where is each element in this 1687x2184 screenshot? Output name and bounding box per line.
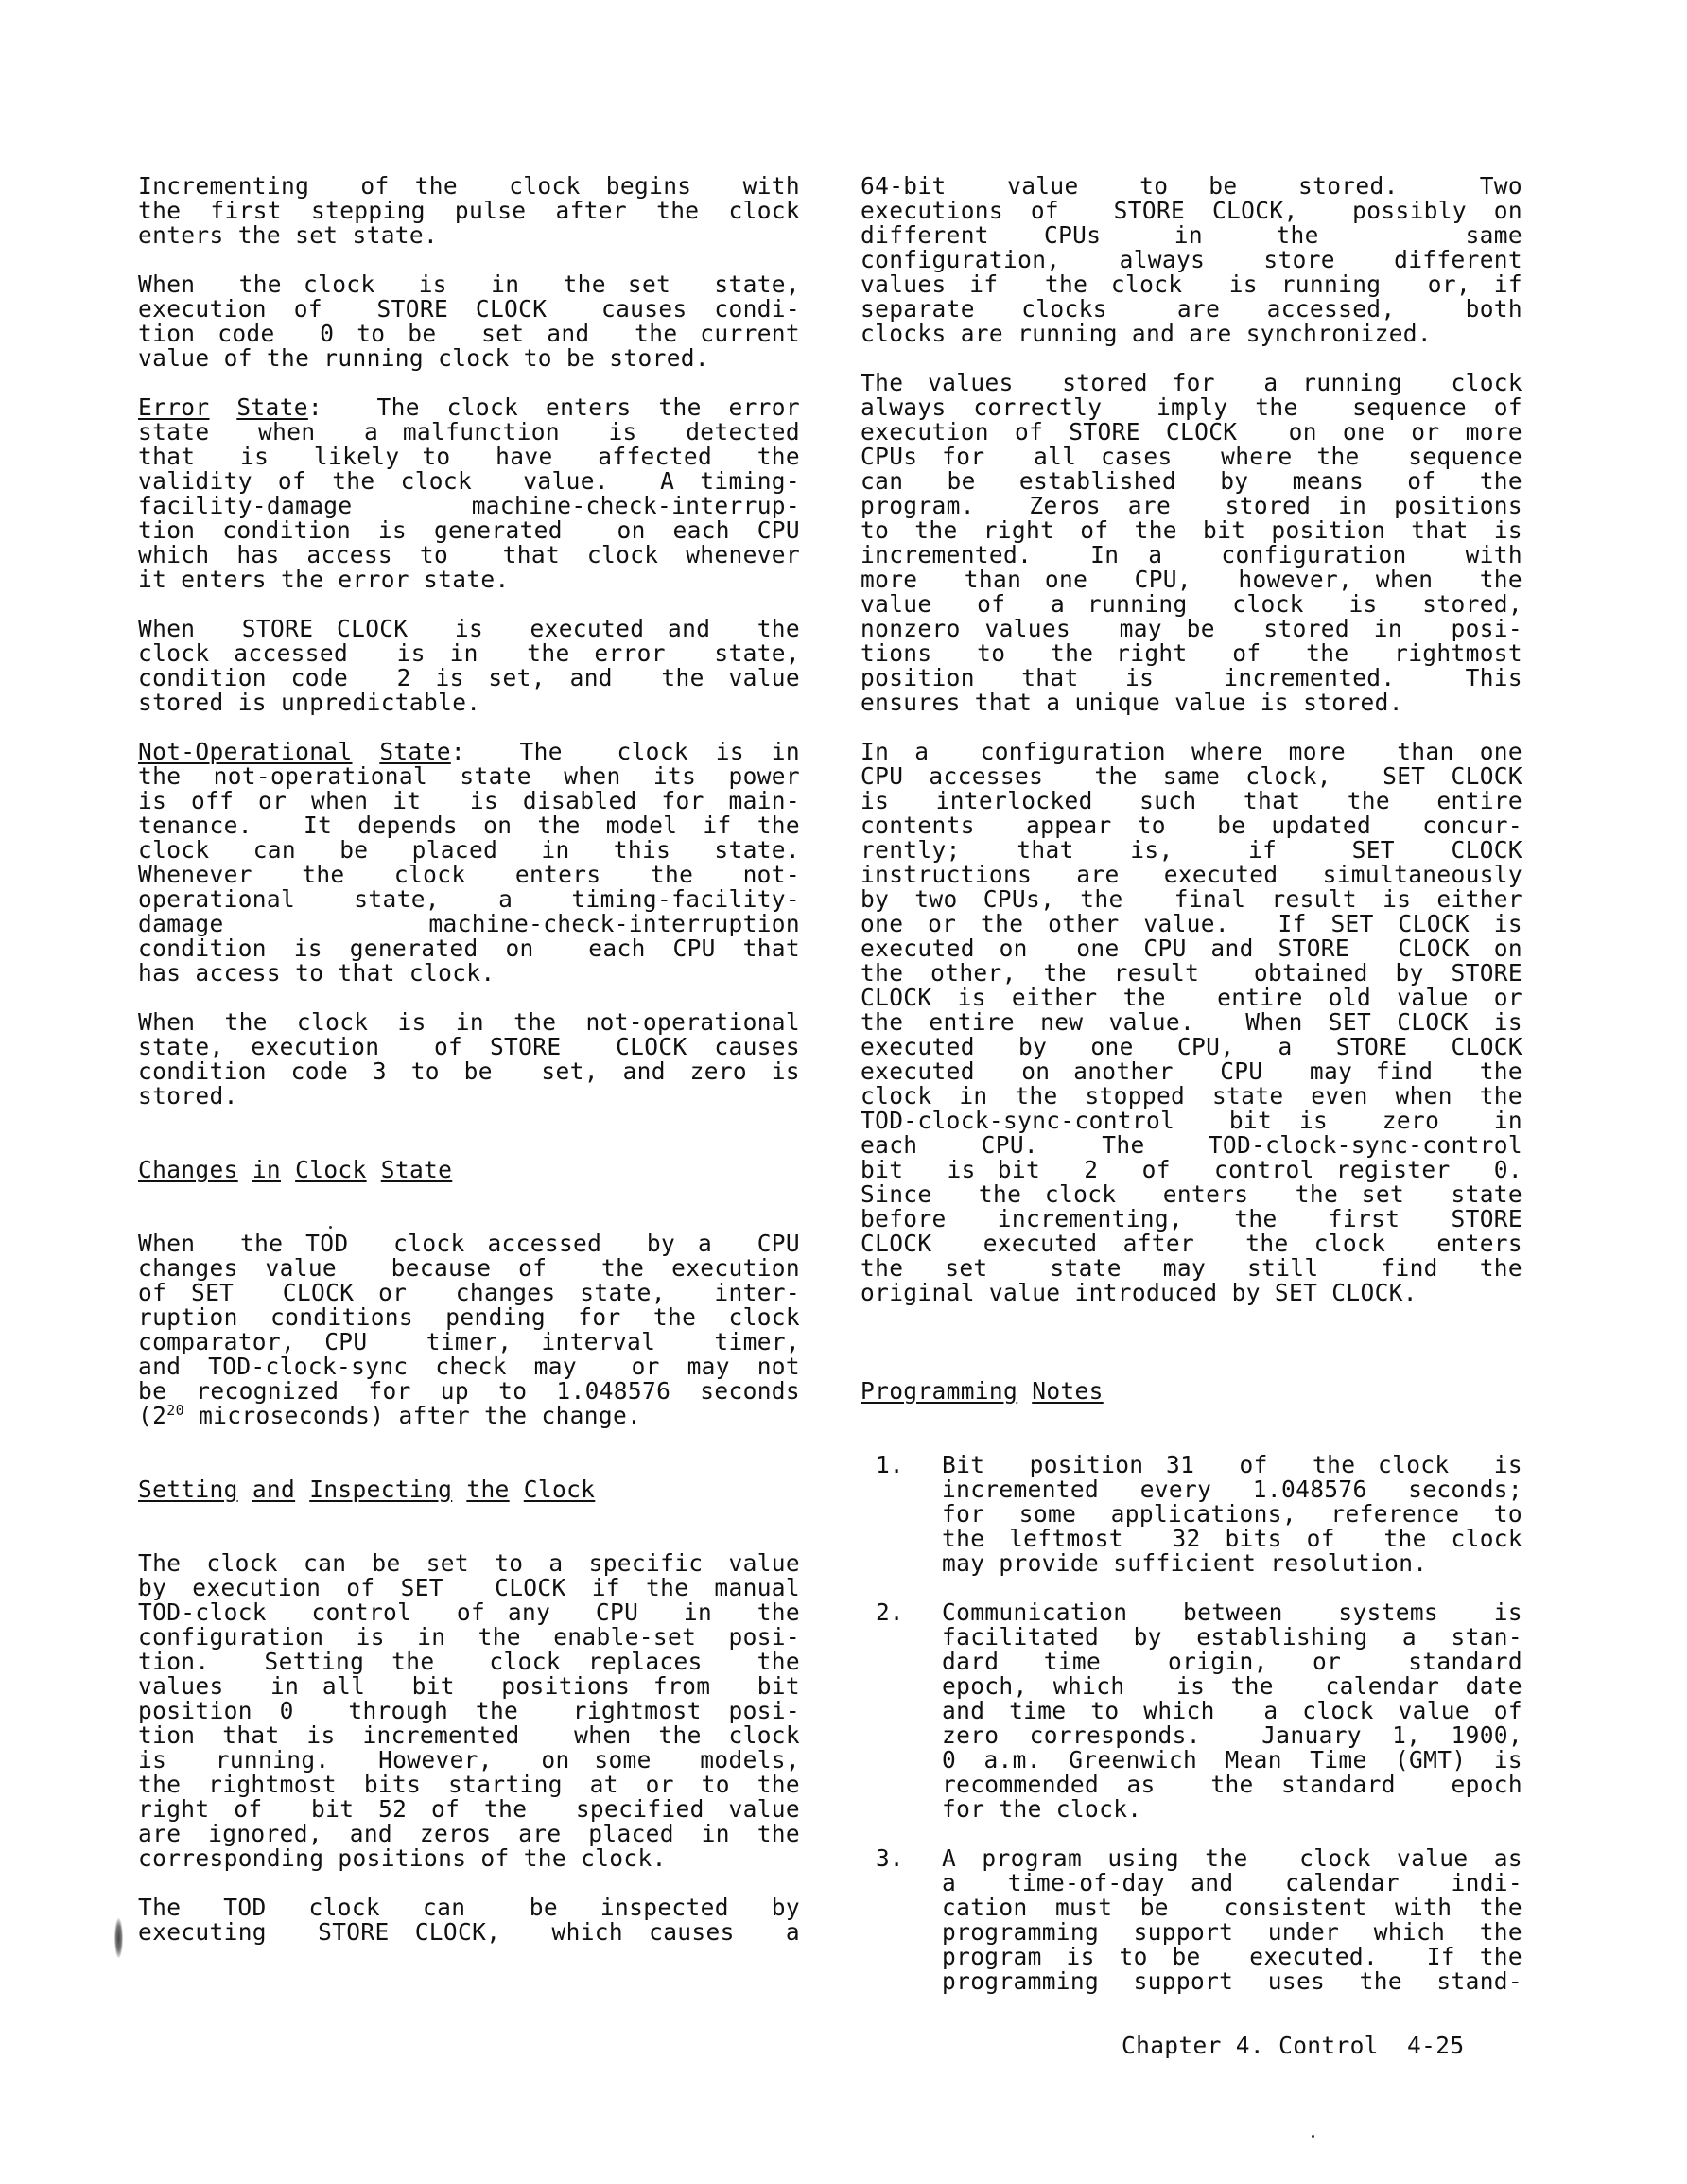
text-line: tenance. It depends on the model if the [138, 812, 800, 839]
text-line: has access to that clock. [138, 959, 496, 987]
scan-speck [329, 1226, 332, 1229]
text-line: Whenever the clock enters the not- [138, 861, 800, 888]
text-line: can be established by means of the [861, 467, 1522, 495]
text-line: original value introduced by SET CLOCK. [861, 1279, 1417, 1306]
paragraph-changes [138, 1232, 800, 1428]
heading-word: Setting [138, 1476, 238, 1503]
text-line: ensures that a unique value is stored. [861, 689, 1403, 716]
note-line: the leftmost 32 bits of the clock [942, 1525, 1522, 1552]
text-line: nonzero values may be stored in posi- [861, 615, 1522, 642]
text-line: that is likely to have affected the [138, 443, 800, 470]
note-line: for the clock. [942, 1795, 1142, 1823]
note-line: Communication between systems is [942, 1599, 1522, 1626]
text-line: values if the clock is running or, if [861, 271, 1522, 298]
text-line: In a configuration where more than one [861, 738, 1522, 765]
text-line: When the clock is in the set state, [138, 271, 800, 298]
note-line: programming support uses the stand- [942, 1967, 1522, 1995]
text-line: stored is unpredictable. [138, 689, 481, 716]
text-line: the rightmost bits starting at or to the [138, 1771, 800, 1798]
note-item [861, 1453, 1522, 1576]
term-not-operational: Not-Operational [138, 738, 353, 765]
text-line: right of bit 52 of the specified value [138, 1795, 800, 1823]
note-line: incremented every 1.048576 seconds; [942, 1476, 1522, 1503]
text-line: damage machine-check-interruption [138, 910, 800, 937]
text-line: by two CPUs, the final result is either [861, 885, 1522, 913]
paragraph-not-operational-cc3 [138, 1010, 800, 1109]
text-line: position 0 through the rightmost posi- [138, 1697, 800, 1724]
text-line: CPU accesses the same clock, SET CLOCK [861, 762, 1522, 790]
text-line: validity of the clock value. A timing- [138, 467, 800, 495]
exponent: 20 [166, 1401, 184, 1419]
text-line: executed on another CPU may find the [861, 1057, 1522, 1085]
scan-speck [1312, 2135, 1314, 2138]
text-line: executed by one CPU, a STORE CLOCK [861, 1033, 1522, 1060]
section-heading-setting-and-inspecting [138, 1477, 800, 1502]
text-line: instructions are executed simultaneously [861, 861, 1522, 888]
text-line: is running. However, on some models, [138, 1746, 800, 1773]
text-line: CPUs for all cases where the sequence [861, 443, 1522, 470]
not-operational-lead-line: Not-Operational State: The clock is in [138, 738, 800, 765]
heading-word: Changes [138, 1156, 238, 1183]
heading-word: Clock [295, 1156, 367, 1183]
text-line: is off or when it is disabled for main- [138, 787, 800, 814]
text-line: TOD-clock-sync-control bit is zero in [861, 1107, 1522, 1134]
text-line: state when a malfunction is detected [138, 418, 800, 446]
term-state: State [236, 393, 308, 421]
text-line: Incrementing of the clock begins with [138, 172, 800, 200]
note-line: zero corresponds. January 1, 1900, [942, 1721, 1522, 1749]
text-line: configuration is in the enable-set posi- [138, 1623, 800, 1651]
text-line: The values stored for a running clock [861, 369, 1522, 396]
text-line: tion that is incremented when the clock [138, 1721, 800, 1749]
text-line: Since the clock enters the set state [861, 1180, 1522, 1208]
paragraph-error-cc2 [138, 617, 800, 715]
text-line: tions to the right of the rightmost [861, 639, 1522, 667]
text-line: operational state, a timing-facility- [138, 885, 800, 913]
text-line: When the clock is in the not-operational [138, 1008, 800, 1036]
note-line: A program using the clock value as [942, 1844, 1522, 1872]
heading-word: State [380, 1156, 453, 1183]
text-line: bit is bit 2 of control register 0. [861, 1156, 1522, 1183]
text-line: program. Zeros are stored in positions [861, 492, 1522, 519]
paragraph-setting-clock [138, 1551, 800, 1871]
text-line: tion code 0 to be set and the current [138, 320, 800, 347]
note-line: 0 a.m. Greenwich Mean Time (GMT) is [942, 1746, 1522, 1773]
note-line: epoch, which is the calendar date [942, 1672, 1522, 1700]
text-line: tion condition is generated on each CPU [138, 516, 800, 544]
text-line: executions of STORE CLOCK, possibly on [861, 197, 1522, 224]
text-line: facility-damage machine-check-interrup- [138, 492, 800, 519]
text-line: of SET CLOCK or changes state, inter- [138, 1279, 800, 1306]
paragraph-error-state [138, 395, 800, 592]
text-line: value of the running clock to be stored. [138, 344, 710, 372]
scan-smudge [114, 1918, 123, 1958]
text-line: values in all bit positions from bit [138, 1672, 800, 1700]
text-line: stored. [138, 1082, 238, 1109]
error-state-lead-line: Error State: The clock enters the error [138, 393, 800, 421]
note-number: 1. [876, 1451, 904, 1478]
paragraph-not-operational-state [138, 740, 800, 986]
text-line: executing STORE CLOCK, which causes a [138, 1918, 800, 1946]
text-line: CLOCK is either the entire old value or [861, 984, 1522, 1011]
text-line: each CPU. The TOD-clock-sync-control [861, 1131, 1522, 1159]
section-heading-changes-in-clock-state [138, 1158, 800, 1182]
error-state-body [138, 420, 800, 592]
text-line: more than one CPU, however, when the [861, 566, 1522, 593]
text-line: execution of STORE CLOCK on one or more [861, 418, 1522, 446]
note-line: for some applications, reference to [942, 1500, 1522, 1528]
text-line: the first stepping pulse after the clock [138, 197, 800, 224]
note-line: may provide sufficient resolution. [942, 1549, 1428, 1577]
text-line: and TOD-clock-sync check may or may not [138, 1353, 800, 1380]
text-line: 64-bit value to be stored. Two [861, 172, 1522, 200]
text-line: clock accessed is in the error state, [138, 639, 800, 667]
paragraph-64-bit-value [861, 174, 1522, 346]
heading-word: and [252, 1476, 296, 1503]
text-line: When STORE CLOCK is executed and the [138, 615, 800, 642]
text-line: corresponding positions of the clock. [138, 1844, 667, 1872]
note-line: dard time origin, or standard [942, 1648, 1522, 1675]
paragraph-inspecting-clock [138, 1896, 800, 1945]
text-line: value of a running clock is stored, [861, 590, 1522, 618]
text-line: The TOD clock can be inspected by [138, 1894, 800, 1921]
text-line: comparator, CPU timer, interval timer, [138, 1328, 800, 1355]
note-item [861, 1600, 1522, 1822]
text-line: CLOCK executed after the clock enters [861, 1230, 1522, 1257]
note-item [861, 1846, 1522, 1994]
text-line: always correctly imply the sequence of [861, 393, 1522, 421]
note-line: Bit position 31 of the clock is [942, 1451, 1522, 1478]
text-line: clock can be placed in this state. [138, 836, 800, 864]
term-error: Error [138, 393, 210, 421]
text-line: are ignored, and zeros are placed in the [138, 1820, 800, 1847]
text-line: the entire new value. When SET CLOCK is [861, 1008, 1522, 1036]
text-line: condition is generated on each CPU that [138, 935, 800, 962]
term-state: State [379, 738, 451, 765]
text-line: incremented. In a configuration with [861, 541, 1522, 568]
text-line: be recognized for up to 1.048576 seconds [138, 1377, 800, 1405]
text-line: rently; that is, if SET CLOCK [861, 836, 1522, 864]
text-line: by execution of SET CLOCK if the manual [138, 1574, 800, 1601]
text-line: contents appear to be updated concur- [861, 812, 1522, 839]
not-operational-body [138, 764, 800, 986]
text-line: it enters the error state. [138, 566, 510, 593]
text-line: enters the set state. [138, 221, 439, 249]
text-line: the other, the result obtained by STORE [861, 959, 1522, 987]
heading-word: Notes [1032, 1377, 1104, 1405]
left-column [138, 174, 800, 1969]
text-line: The clock can be set to a specific value [138, 1549, 800, 1577]
text-line: is interlocked such that the entire [861, 787, 1522, 814]
paragraph-incrementing [138, 174, 800, 248]
text-line: separate clocks are accessed, both [861, 295, 1522, 323]
right-column [861, 174, 1522, 2018]
note-line: cation must be consistent with the [942, 1894, 1522, 1921]
page-footer [1122, 2034, 1464, 2058]
text-line: TOD-clock control of any CPU in the [138, 1599, 800, 1626]
text-line: one or the other value. If SET CLOCK is [861, 910, 1522, 937]
note-line: recommended as the standard epoch [942, 1771, 1522, 1798]
text-line: changes value because of the execution [138, 1254, 800, 1282]
section-heading-programming-notes [861, 1379, 1522, 1404]
text-line: different CPUs in the same [861, 221, 1522, 249]
chapter-title: Chapter 4. Control [1122, 2032, 1379, 2059]
note-line: programming support under which the [942, 1918, 1522, 1946]
text-line: the set state may still find the [861, 1254, 1522, 1282]
text-line: execution of STORE CLOCK causes condi- [138, 295, 800, 323]
heading-word: Programming [861, 1377, 1018, 1405]
note-line: program is to be executed. If the [942, 1943, 1522, 1970]
programming-notes-list [861, 1453, 1522, 1994]
text-line: executed on one CPU and STORE CLOCK on [861, 935, 1522, 962]
text-line: When the TOD clock accessed by a CPU [138, 1230, 800, 1257]
text-line: the not-operational state when its power [138, 762, 800, 790]
heading-word: Clock [523, 1476, 596, 1503]
paragraph-set-clock-interlock [861, 740, 1522, 1305]
text-line: ruption conditions pending for the clock [138, 1303, 800, 1331]
changes-body [138, 1232, 800, 1404]
note-line: a time-of-day and calendar indi- [942, 1869, 1522, 1896]
changes-last-line: ($2^{20}$ microseconds) after the change. [138, 1401, 642, 1429]
text-line: to the right of the bit position that is [861, 516, 1522, 544]
text-line: state, execution of STORE CLOCK causes [138, 1033, 800, 1060]
heading-word: the [466, 1476, 510, 1503]
text-line: configuration, always store different [861, 246, 1522, 273]
text-line: before incrementing, the first STORE [861, 1205, 1522, 1232]
paragraph-set-state [138, 272, 800, 371]
paragraph-values-stored [861, 371, 1522, 715]
text-line: condition code 2 is set, and the value [138, 664, 800, 691]
text-line: position that is incremented. This [861, 664, 1522, 691]
note-number: 2. [876, 1599, 904, 1626]
page-number: 4-25 [1407, 2032, 1465, 2059]
note-line: and time to which a clock value of [942, 1697, 1522, 1724]
text-line: clocks are running and are synchronized. [861, 320, 1433, 347]
note-number: 3. [876, 1844, 904, 1872]
heading-word: in [252, 1156, 282, 1183]
text-line: tion. Setting the clock replaces the [138, 1648, 800, 1675]
text-line: which has access to that clock whenever [138, 541, 800, 568]
text-line: condition code 3 to be set, and zero is [138, 1057, 800, 1085]
note-line: facilitated by establishing a stan- [942, 1623, 1522, 1651]
heading-word: Inspecting [309, 1476, 453, 1503]
text-line: clock in the stopped state even when the [861, 1082, 1522, 1109]
